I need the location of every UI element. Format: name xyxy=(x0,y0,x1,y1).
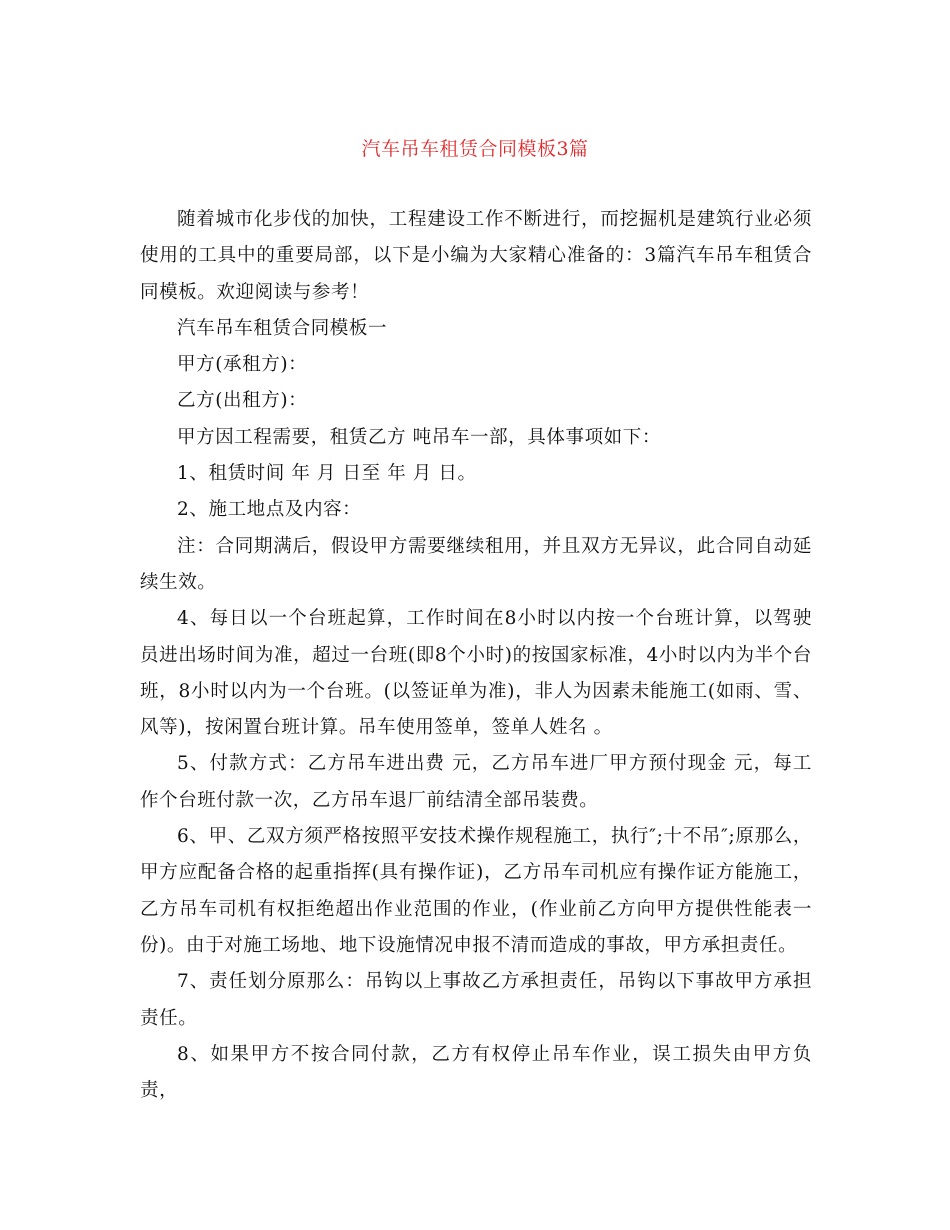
clause-5: 5、付款方式：乙方吊车进出费 元，乙方吊车进厂甲方预付现金 元，每工作个台班付款一次，乙方吊车退厂前结清全部吊装费。 xyxy=(140,753,812,811)
party-b-line: 乙方(出租方)： xyxy=(177,390,308,412)
clause-2: 2、施工地点及内容： xyxy=(177,499,362,521)
party-a-line: 甲方(承租方)： xyxy=(177,354,308,376)
clause-4: 4、每日以一个台班起算，工作时间在8小时以内按一个台班计算，以驾驶员进出场时间为准，超过一台班(即8个小时)的按国家标准，4小时以内为半个台班，8小时以内为一个台班。(以签证单为准)，非人为因素未能施工(如雨、雪、风等)，按闲置台班计算。吊车使用签单，签单人姓名 。 xyxy=(140,608,812,739)
rental-statement: 甲方因工程需要，租赁乙方 吨吊车一部，具体事项如下： xyxy=(177,426,661,448)
clause-8: 8、如果甲方不按合同付款，乙方有权停止吊车作业，误工损失由甲方负责， xyxy=(140,1043,812,1102)
document-title: 汽车吊车租赁合同模板3篇 xyxy=(361,138,589,160)
note-paragraph: 注：合同期满后，假设甲方需要继续租用，并且双方无异议，此合同自动延续生效。 xyxy=(140,535,812,593)
clause-7: 7、责任划分原那么：吊钩以上事故乙方承担责任，吊钩以下事故甲方承担责任。 xyxy=(140,971,812,1029)
intro-paragraph: 随着城市化步伐的加快，工程建设工作不断进行，而挖掘机是建筑行业必须使用的工具中的重要局部，以下是小编为大家精心准备的：3篇汽车吊车租赁合同模板。欢迎阅读与参考！ xyxy=(140,209,812,303)
clause-1: 1、租赁时间 年 月 日至 年 月 日。 xyxy=(177,463,477,485)
clause-6: 6、甲、乙双方须严格按照平安技术操作规程施工，执行″;十不吊″;原那么，甲方应配备合格的起重指挥(具有操作证)，乙方吊车司机应有操作证方能施工，乙方吊车司机有权拒绝超出作业范围的作业，(作业前乙方向甲方提供性能表一份)。由于对施工场地、地下设施情况申报不清而造成的事故，甲方承担责任。 xyxy=(140,826,812,956)
document-body xyxy=(140,202,812,1109)
template-heading: 汽车吊车租赁合同模板一 xyxy=(177,317,388,339)
